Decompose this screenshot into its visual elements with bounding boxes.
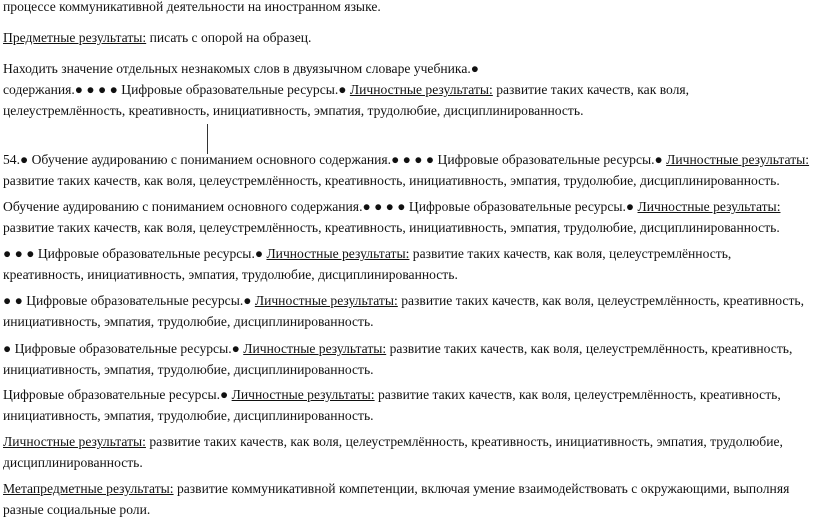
- paragraph-9-text: развитие таких качеств, как воля, целеустремлённость, креативность, инициативность, эмпатия, трудолюбие, дисциплинированность.: [3, 387, 781, 423]
- paragraph-8-text: развитие таких качеств, как воля, целеустремлённость, креативность, инициативность, эмпатия, трудолюбие, дисциплинированность.: [3, 341, 793, 377]
- personal-results-label: Личностные результаты:: [349, 82, 493, 97]
- personal-results-label: Личностные результаты:: [3, 434, 146, 449]
- paragraph-3-line1: Находить значение отдельных незнакомых слов в двуязычном словаре учебника.●: [3, 61, 479, 76]
- personal-results-label: Личностные результаты:: [266, 246, 410, 261]
- personal-results-label: Личностные результаты:: [666, 152, 810, 167]
- paragraph-7: [3, 290, 813, 332]
- paragraph-11: [3, 478, 813, 520]
- paragraph-7-text: развитие таких качеств, как воля, целеустремлённость, креативность, инициативность, эмпатия, трудолюбие, дисциплинированность.: [3, 293, 804, 329]
- paragraph-9-lead: Цифровые образовательные ресурсы.●: [3, 387, 232, 402]
- paragraph-5-text: развитие таких качеств, как воля, целеустремлённость, креативность, инициативность, эмпатия, трудолюбие, дисциплинированность.: [3, 220, 780, 235]
- paragraph-9: [3, 384, 813, 426]
- personal-results-label: Личностные результаты:: [243, 341, 387, 356]
- paragraph-5-lead: Обучение аудированию с пониманием основного содержания.● ● ● ● Цифровые образовательные ресурсы.●: [3, 199, 638, 214]
- paragraph-6: [3, 243, 813, 285]
- paragraph-8-lead: ● Цифровые образовательные ресурсы.●: [3, 341, 244, 356]
- paragraph-6-lead: ● ● ● Цифровые образовательные ресурсы.●: [3, 246, 267, 261]
- subject-results-label: Предметные результаты:: [3, 30, 147, 45]
- paragraph-10: [3, 431, 813, 473]
- paragraph-3: [3, 58, 813, 121]
- paragraph-11-text: развитие коммуникативной компетенции, включая умение взаимодействовать с окружающими, выполняя разные социальные роли.: [3, 481, 790, 517]
- paragraph-3-text: развитие таких качеств, как воля, целеустремлённость, креативность, инициативность, эмпатия, трудолюбие, дисциплинированность.: [3, 82, 690, 118]
- paragraph-1-text: процессе коммуникативной деятельности на иностранном языке.: [3, 0, 381, 14]
- paragraph-3-lead: содержания.● ● ● ● Цифровые образовательные ресурсы.●: [3, 82, 350, 97]
- paragraph-6-text: развитие таких качеств, как воля, целеустремлённость, креативность, инициативность, эмпатия, трудолюбие, дисциплинированность.: [3, 246, 732, 282]
- personal-results-label: Личностные результаты:: [637, 199, 781, 214]
- meta-results-label: Метапредметные результаты:: [3, 481, 174, 496]
- personal-results-label: Личностные результаты:: [231, 387, 375, 402]
- paragraph-2: [3, 27, 813, 48]
- personal-results-label: Личностные результаты:: [254, 293, 398, 308]
- paragraph-5: [3, 196, 813, 238]
- paragraph-4: [3, 149, 813, 191]
- paragraph-4-lead: 54.● Обучение аудированию с пониманием основного содержания.● ● ● ● Цифровые образовательные ресурсы.●: [3, 152, 667, 167]
- paragraph-7-lead: ● ● Цифровые образовательные ресурсы.●: [3, 293, 255, 308]
- paragraph-8: [3, 338, 813, 380]
- paragraph-10-text: развитие таких качеств, как воля, целеустремлённость, креативность, инициативность, эмпатия, трудолюбие, дисциплинированность.: [3, 434, 783, 470]
- paragraph-1: [3, 0, 813, 17]
- paragraph-2-text: писать с опорой на образец.: [146, 30, 312, 45]
- paragraph-4-text: развитие таких качеств, как воля, целеустремлённость, креативность, инициативность, эмпатия, трудолюбие, дисциплинированность.: [3, 173, 780, 188]
